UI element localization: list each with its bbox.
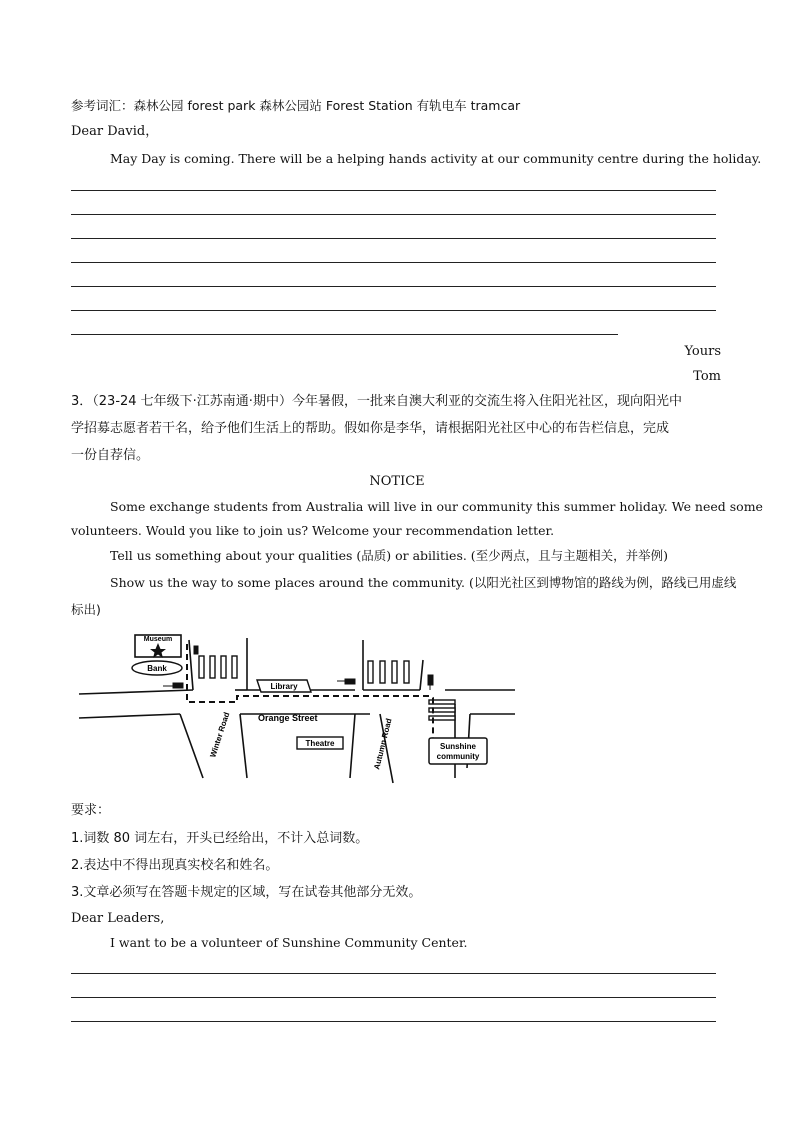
traffic-light-icon (163, 683, 183, 688)
crosswalk-stripe (232, 656, 237, 678)
street-edge (79, 690, 193, 694)
answer-line (71, 190, 716, 191)
autumn-road-east-edge (420, 660, 423, 690)
museum-label: Museum (143, 636, 173, 643)
notice-paragraph1-b: volunteers. Would you like to join us? Welcome your recommendation letter. (71, 523, 555, 538)
question3-line1: 3．（23-24 七年级下·江苏南通·期中）今年暑假，一批来自澳大利亚的交流生将入住阳光社区，现向阳光中 (71, 394, 682, 409)
orange-street-label: Orange Street (258, 713, 318, 723)
winter-road-label: Winter Road (208, 711, 232, 759)
crosswalk-stripe (368, 661, 373, 683)
crosswalk-stripe (199, 656, 204, 678)
requirement-2: 2.表达中不得出现真实校名和姓名。 (71, 858, 279, 873)
crosswalk-stripe (380, 661, 385, 683)
crosswalk-stripe (221, 656, 226, 678)
answer-line (71, 973, 716, 974)
bank-label: Bank (147, 664, 167, 673)
answer-line (71, 286, 716, 287)
letter2-salutation: Dear Leaders, (71, 911, 165, 926)
crosswalk-stripe (210, 656, 215, 678)
winter-road-west-edge (189, 640, 193, 690)
question3-line3: 一份自荐信。 (71, 448, 150, 463)
route-map (75, 628, 525, 790)
street-edge (79, 714, 180, 718)
notice-paragraph1-a: Some exchange students from Australia will live in our community this summer holiday. We need some (110, 499, 763, 514)
answer-line (71, 262, 716, 263)
letter1-salutation: Dear David， (71, 124, 159, 139)
autumn-road-lower-west (350, 714, 355, 778)
vocabulary-hint: 参考词汇：森林公园 forest park 森林公园站 Forest Station 有轨电车 tramcar (71, 98, 521, 113)
letter1-signature: Tom (693, 369, 721, 384)
letter2-opening: I want to be a volunteer of Sunshine Community Center. (110, 935, 468, 950)
winter-road-lower-west (180, 714, 203, 778)
traffic-light-icon (337, 679, 355, 684)
answer-line (71, 997, 716, 998)
answer-line (71, 1021, 716, 1022)
answer-line (71, 310, 716, 311)
answer-line (71, 214, 716, 215)
letter1-closing: Yours (684, 344, 721, 359)
crosswalk-stripe (404, 661, 409, 683)
answer-line (71, 238, 716, 239)
notice-paragraph2: Tell us something about your qualities (品质) or abilities. (至少两点，且与主题相关，并举例) (110, 548, 669, 563)
sunshine-label-line1: Sunshine (439, 742, 477, 751)
requirement-3: 3.文章必须写在答题卡规定的区域，写在试卷其他部分无效。 (71, 885, 422, 900)
requirement-1: 1.词数 80 词左右，开头已经给出，不计入总词数。 (71, 831, 369, 846)
winter-road-lower-east (240, 714, 247, 778)
library-label: Library (270, 682, 298, 691)
museum-building (135, 635, 181, 658)
notice-paragraph3-b: 标出) (71, 602, 101, 617)
traffic-light-icon (194, 646, 198, 654)
letter1-opening: May Day is coming. There will be a helping hands activity at our community centre during the holiday. (110, 151, 762, 166)
autumn-road-label: Autumn Road (372, 717, 394, 771)
crosswalk-stripe (392, 661, 397, 683)
traffic-light-icon (428, 675, 433, 690)
notice-paragraph3-a: Show us the way to some places around the community. (以阳光社区到博物馆的路线为例，路线已用虚线 (110, 575, 737, 590)
theatre-label: Theatre (305, 739, 335, 748)
notice-title: NOTICE (369, 474, 425, 489)
question3-line2: 学招募志愿者若干名，给予他们生活上的帮助。假如你是李华，请根据阳光社区中心的布告栏信息，完成 (71, 421, 670, 436)
sunshine-label-line2: community (436, 752, 480, 761)
answer-line (71, 334, 618, 335)
requirements-title: 要求： (71, 803, 111, 818)
